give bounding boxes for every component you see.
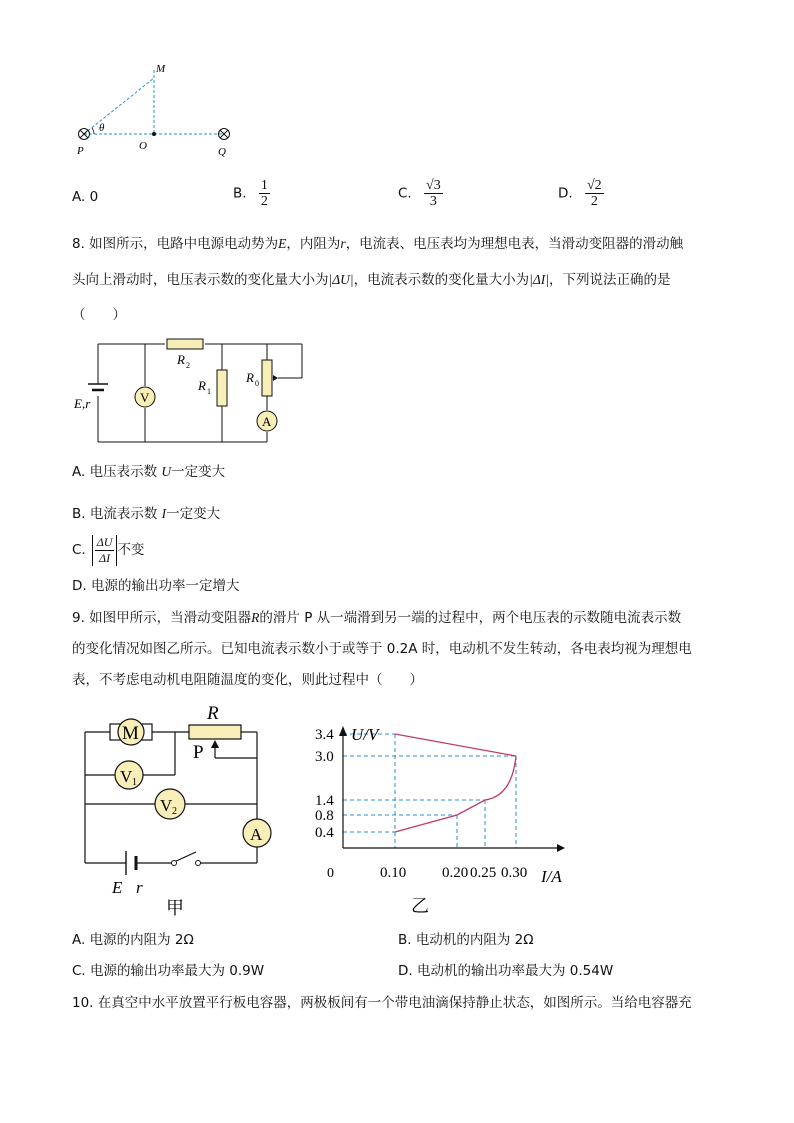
q8-option-d: D. 电源的输出功率一定增大	[72, 578, 240, 594]
switch-contact	[196, 861, 201, 866]
fraction: $\frac{1}{2}$	[260, 178, 268, 209]
y-tick-label: 1.4	[315, 793, 334, 809]
svg-text:V: V	[120, 767, 133, 786]
svg-text:2: 2	[186, 361, 190, 370]
y-axis-label: U/V	[351, 725, 379, 744]
q9-option-a: A. 电源的内阻为 2Ω	[72, 932, 194, 948]
angle-arc	[92, 128, 94, 134]
q9-stem-line3: 表，不考虑电动机电阻随温度的变化，则此过程中（ ）	[72, 672, 423, 688]
figure-q9-chart-yi	[305, 720, 575, 920]
label-p: P	[77, 145, 84, 157]
x-tick-label: 0.20	[442, 865, 469, 881]
y-axis-arrow-icon	[339, 726, 347, 736]
svg-text:1: 1	[207, 387, 211, 396]
svg-text:0: 0	[255, 379, 259, 388]
label-o: O	[139, 140, 147, 152]
battery-icon	[88, 384, 108, 390]
data-curves	[395, 734, 516, 832]
resistor-r1	[217, 370, 227, 406]
svg-text:E: E	[112, 878, 123, 897]
y-tick-label: 0.4	[315, 825, 334, 841]
svg-text:A: A	[250, 825, 263, 844]
svg-text:R: R	[246, 370, 254, 385]
point-o	[152, 132, 156, 136]
q9-option-b: B. 电动机的内阻为 2Ω	[398, 932, 534, 948]
line-pm	[84, 78, 154, 134]
svg-text:2: 2	[172, 806, 177, 817]
q8-option-a: A. 电压表示数 U一定变大	[72, 464, 226, 480]
svg-text:R: R	[198, 378, 206, 393]
origin-label: 0	[327, 866, 334, 881]
series-line-1	[395, 734, 516, 756]
battery-icon	[126, 851, 136, 875]
q8-stem-line2: 头向上滑动时，电压表示数的变化量大小为|ΔU|，电流表示数的变化量大小为|ΔI|，下列说法正确的是	[72, 272, 671, 288]
q7-option-d	[558, 178, 604, 209]
svg-text:1: 1	[132, 777, 137, 788]
option-letter: B.	[233, 185, 247, 202]
q9-option-c: C. 电源的输出功率最大为 0.9W	[72, 963, 265, 979]
option-letter: C.	[398, 185, 412, 202]
rheostat-r0	[262, 360, 272, 396]
y-tick-label: 3.4	[315, 727, 334, 743]
svg-text:V: V	[140, 390, 150, 405]
q7-option-c	[398, 178, 443, 209]
svg-text:E,r: E,r	[74, 396, 91, 411]
resistor-r2	[167, 339, 203, 349]
svg-text:r: r	[136, 878, 143, 897]
slider-arrow-icon	[273, 375, 278, 381]
label-q: Q	[218, 146, 226, 158]
q8-stem-line1: 8. 如图所示，电路中电源电动势为E，内阻为r，电流表、电压表均为理想电表，当滑动变阻器的滑动触	[72, 236, 684, 252]
q7-option-a	[72, 187, 98, 207]
chart-caption: 乙	[411, 896, 429, 916]
fraction: $\frac{√2}{2}$	[586, 178, 602, 209]
q8-option-c: C. $\frac{\Delta U}{\Delta I}$ 不变	[72, 534, 145, 565]
q8-answer-paren: （ ）	[72, 307, 126, 323]
q9-option-d: D. 电动机的输出功率最大为 0.54W	[398, 963, 614, 979]
q9-stem-line2: 的变化情况如图乙所示。已知电流表示数小于或等于 0.2A 时，电动机不发生转动，各电表均视为理想电	[72, 641, 692, 657]
q10-stem-line1: 10. 在真空中水平放置平行板电容器，两极板间有一个带电油滴保持静止状态，如图所示。当给电容器充	[72, 995, 692, 1011]
slider-arrow-icon	[211, 740, 219, 748]
series-line-2	[395, 756, 516, 832]
x-axis-arrow-icon	[557, 844, 565, 852]
figure-q7-geometry	[70, 58, 250, 163]
y-tick-labels	[315, 727, 334, 841]
q9-stem-line1: 9. 如图甲所示，当滑动变阻器R的滑片 P 从一端滑到另一端的过程中，两个电压表的示数随电流表示数	[72, 610, 682, 626]
fraction: $\frac{√3}{3}$	[426, 178, 441, 209]
svg-text:A: A	[262, 414, 272, 429]
figure-q8-circuit	[70, 334, 320, 452]
x-tick-label: 0.10	[380, 865, 407, 881]
switch-contact	[172, 861, 177, 866]
wire-p-icon	[79, 129, 90, 140]
q7-option-b	[233, 178, 270, 209]
option-letter: D.	[558, 185, 573, 202]
option-value: 0	[89, 189, 99, 205]
x-tick-label: 0.30	[501, 865, 528, 881]
svg-text:R: R	[207, 703, 219, 724]
label-m: M	[156, 63, 166, 75]
abs-fraction: $\frac{\Delta U}{\Delta I}$	[92, 535, 118, 566]
y-tick-label: 0.8	[315, 808, 334, 824]
y-tick-label: 3.0	[315, 749, 334, 765]
svg-text:甲: 甲	[166, 898, 184, 918]
q8-option-b: B. 电流表示数 I一定变大	[72, 506, 221, 522]
svg-text:V: V	[160, 796, 173, 815]
svg-text:P: P	[193, 742, 204, 763]
rheostat-r	[189, 725, 241, 739]
x-axis-label: I/A	[541, 867, 562, 886]
figure-q9-circuit-jia	[70, 700, 280, 922]
svg-text:R: R	[177, 352, 185, 367]
x-tick-labels	[380, 865, 527, 881]
label-theta: θ	[99, 122, 105, 134]
option-letter: A.	[72, 189, 86, 205]
svg-text:M: M	[122, 723, 139, 744]
x-tick-label: 0.25	[470, 865, 497, 881]
